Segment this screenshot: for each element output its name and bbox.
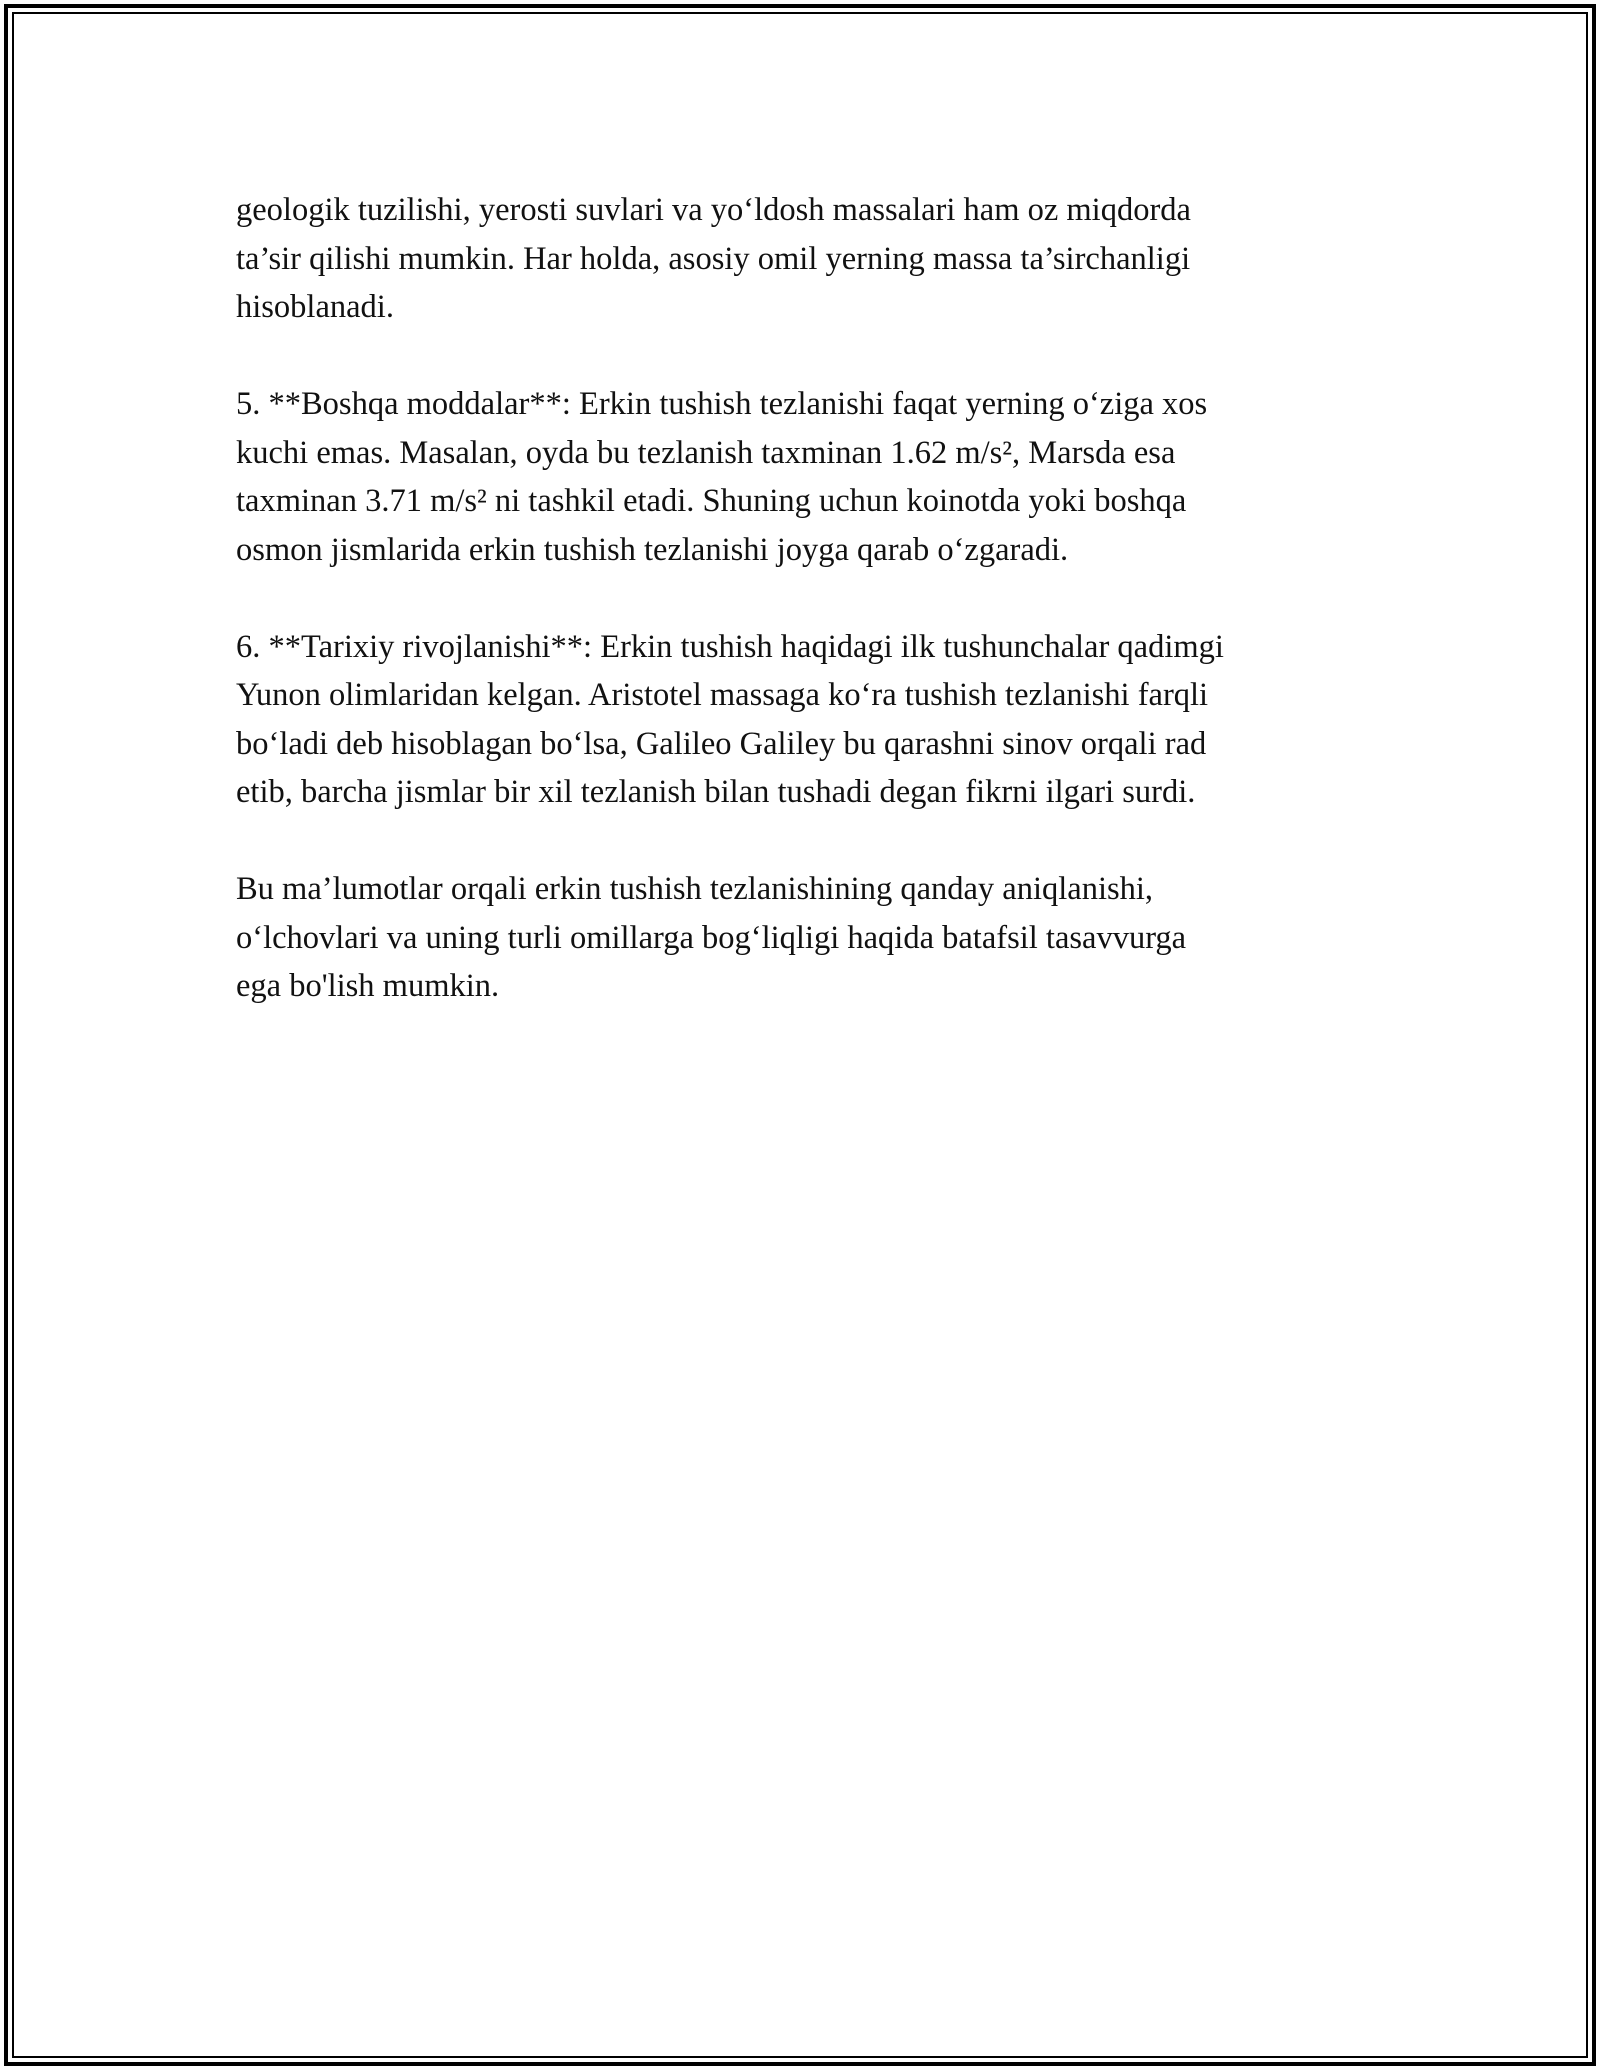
text-line: Yunon olimlaridan kelgan. Aristotel massaga ko‘ra tushish tezlanishi farqli [236,677,1209,713]
text-line: kuchi emas. Masalan, oyda bu tezlanish taxminan 1.62 m/s², Marsda esa [236,434,1176,471]
text-line: ega bo'lish mumkin. [236,968,500,1004]
text-line: hisoblanadi. [236,289,394,325]
text-line: 5. **Boshqa moddalar**: Erkin tushish tezlanishi faqat yerning o‘ziga xos [236,386,1208,422]
paragraph-geology-continuation [236,186,1376,332]
text-line: etib, barcha jismlar bir xil tezlanish bilan tushadi degan fikrni ilgari surdi. [236,774,1196,810]
text-line: o‘lchovlari va uning turli omillarga bog‘liqligi haqida batafsil tasavvurga [236,919,1187,956]
paragraph-other-bodies [236,380,1376,574]
text-line: geologik tuzilishi, yerosti suvlari va yo‘ldosh massalari ham oz miqdorda [236,192,1191,228]
text-line: bo‘ladi deb hisoblagan bo‘lsa, Galileo Galiley bu qarashni sinov orqali rad [236,725,1207,762]
paragraph-conclusion [236,865,1376,1011]
text-line: 6. **Tarixiy rivojlanishi**: Erkin tushish haqidagi ilk tushunchalar qadimgi [236,628,1224,665]
document-body [236,186,1376,1059]
text-line: ta’sir qilishi mumkin. Har holda, asosiy omil yerning massa ta’sirchanligi [236,240,1191,277]
text-line: taxminan 3.71 m/s² ni tashkil etadi. Shuning uchun koinotda yoki boshqa [236,483,1187,519]
paragraph-history [236,623,1376,817]
text-line: Bu ma’lumotlar orqali erkin tushish tezlanishining qanday aniqlanishi, [236,871,1154,907]
text-line: osmon jismlarida erkin tushish tezlanishi joyga qarab o‘zgaradi. [236,531,1069,568]
